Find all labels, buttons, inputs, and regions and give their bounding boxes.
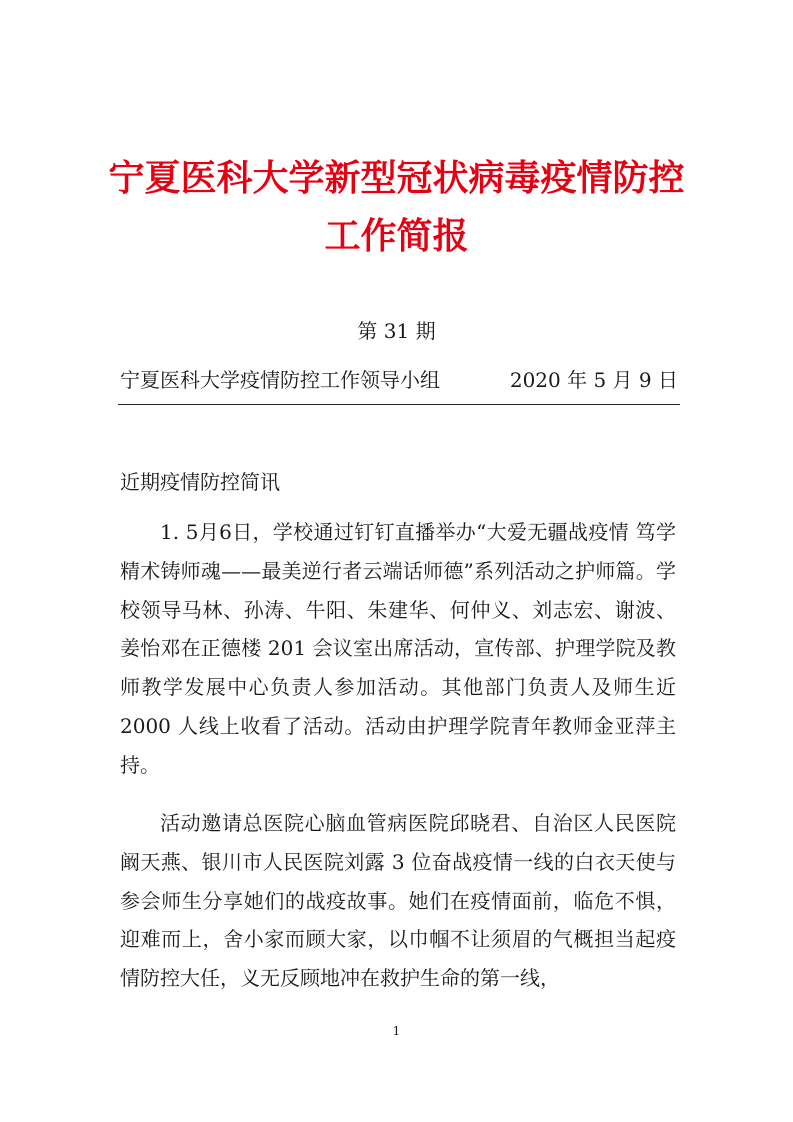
page-number: 1	[392, 1024, 401, 1038]
briefing-title-line-2: 工作简报	[324, 215, 469, 257]
paragraph-2: 活动邀请总医院心脑血管病医院邱晓君、自治区人民医院阚天燕、银川市人民医院刘露 3 位奋战疫情一线的白衣天使与参会师生分享她们的战疫故事。她们在疫情面前，临危不惧，迎难而上，舍小家而顾大家，以巾帼不让须眉的气概担当起疫情防控大任，义无反顾地冲在救护生命的第一线，	[120, 811, 676, 991]
paragraph-1: 1. 5月6日，学校通过钉钉直播举办“大爱无疆战疫情 笃学精术铸师魂——最美逆行者云端话师德”系列活动之护师篇。学校领导马林、孙涛、牛阳、朱建华、何仲义、刘志宏、谢波、姜怡邓在正德楼 201 会议室出席活动，宣传部、护理学院及教师教学发展中心负责人参加活动。其他部门负责人及师生近 2000 人线上收看了活动。活动由护理学院青年教师金亚萍主持。	[120, 520, 676, 777]
briefing-title-line-1: 宁夏医科大学新型冠状病毒疫情防控	[108, 157, 685, 199]
issuer: 宁夏医科大学疫情防控工作领导小组	[120, 368, 440, 392]
issuer-date-row	[120, 364, 678, 394]
issue-number: 第 31 期	[357, 319, 436, 343]
issue-date: 2020 年 5 月 9 日	[509, 368, 678, 392]
section-heading: 近期疫情防控简讯	[120, 470, 280, 494]
header-divider	[118, 404, 680, 405]
